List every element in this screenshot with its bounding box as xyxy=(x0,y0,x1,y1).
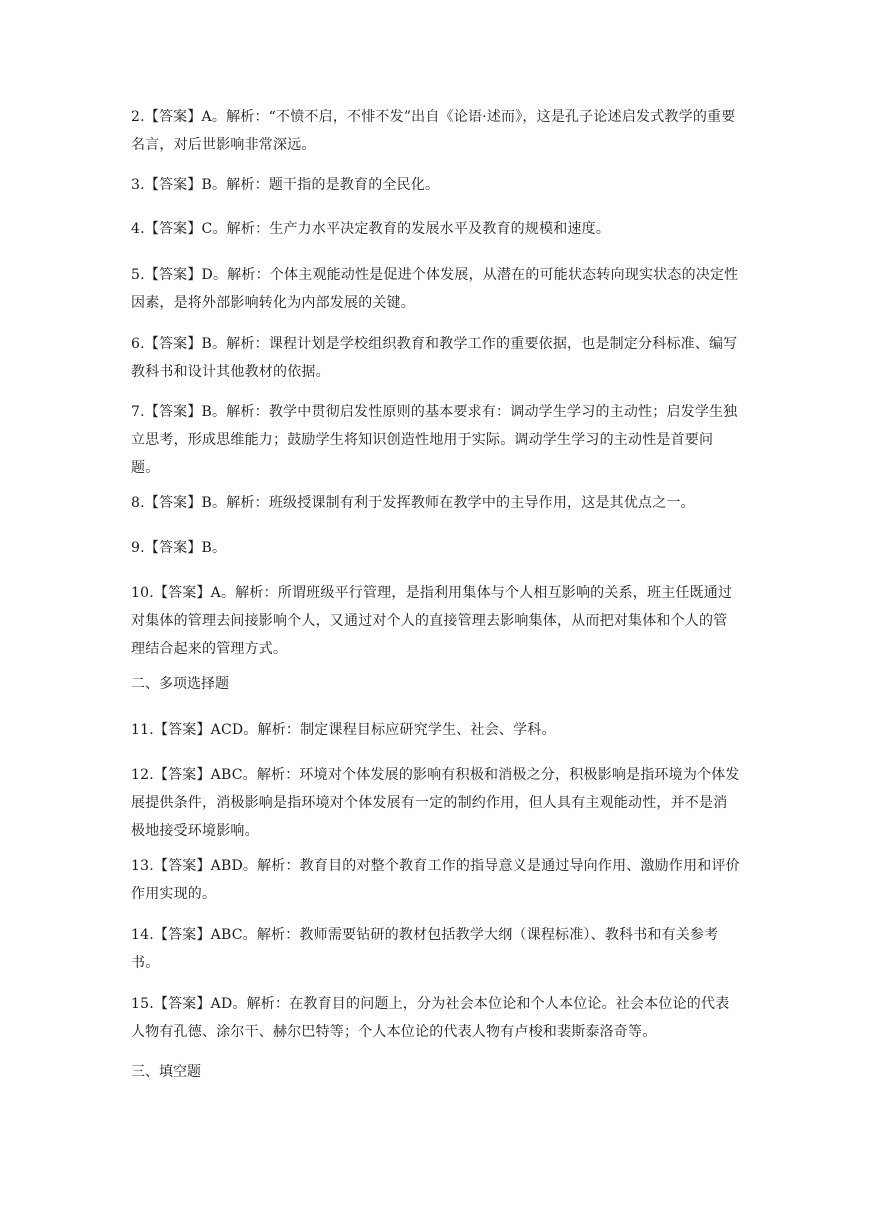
answer-item-6: 6.【答案】B。解析：课程计划是学校组织教育和教学工作的重要依据，也是制定分科标准、编写教科书和设计其他教材的依据。 xyxy=(131,336,738,380)
answer-item-7: 7.【答案】B。解析：教学中贯彻启发性原则的基本要求有：调动学生学习的主动性；启发学生独立思考，形成思维能力；鼓励学生将知识创造性地用于实际。调动学生学习的主动性是首要问题。 xyxy=(131,404,738,476)
answer-item-13: 13.【答案】ABD。解析：教育目的对整个教育工作的指导意义是通过导向作用、激励作用和评价作用实现的。 xyxy=(131,858,740,902)
answer-item-4: 4.【答案】C。解析：生产力水平决定教育的发展水平及教育的规模和速度。 xyxy=(131,221,611,237)
section-heading-fill-in: 三、填空题 xyxy=(131,1064,201,1080)
answer-item-2: 2.【答案】A。解析：“不愤不启，不悱不发”出自《论语·述而》，这是孔子论述启发式教学的重要名言，对后世影响非常深远。 xyxy=(131,109,736,153)
answer-item-12: 12.【答案】ABC。解析：环境对个体发展的影响有积极和消极之分，积极影响是指环境为个体发展提供条件，消极影响是指环境对个体发展有一定的制约作用，但人具有主观能动性，并不是消极地接受环境影响。 xyxy=(131,767,740,839)
answer-item-3: 3.【答案】B。解析：题干指的是教育的全民化。 xyxy=(131,177,440,193)
answer-item-5: 5.【答案】D。解析：个体主观能动性是促进个体发展，从潜在的可能状态转向现实状态的决定性因素，是将外部影响转化为内部发展的关键。 xyxy=(131,267,739,311)
answer-item-11: 11.【答案】ACD。解析：制定课程目标应研究学生、社会、学科。 xyxy=(131,722,556,738)
answer-item-14: 14.【答案】ABC。解析：教师需要钻研的教材包括教学大纲（课程标准）、教科书和有关参考书。 xyxy=(131,927,719,971)
answer-item-8: 8.【答案】B。解析：班级授课制有利于发挥教师在教学中的主导作用，这是其优点之一。 xyxy=(131,495,695,511)
answer-item-15: 15.【答案】AD。解析：在教育目的问题上，分为社会本位论和个人本位论。社会本位论的代表人物有孔德、涂尔干、赫尔巴特等；个人本位论的代表人物有卢梭和裴斯泰洛奇等。 xyxy=(131,996,730,1040)
section-heading-multiple-choice: 二、多项选择题 xyxy=(131,676,229,692)
answer-item-10: 10.【答案】A。解析：所谓班级平行管理，是指利用集体与个人相互影响的关系，班主任既通过对集体的管理去间接影响个人，又通过对个人的直接管理去影响集体，从而把对集体和个人的管理结合起来的管理方式。 xyxy=(131,585,733,657)
answer-item-9: 9.【答案】B。 xyxy=(131,540,227,556)
